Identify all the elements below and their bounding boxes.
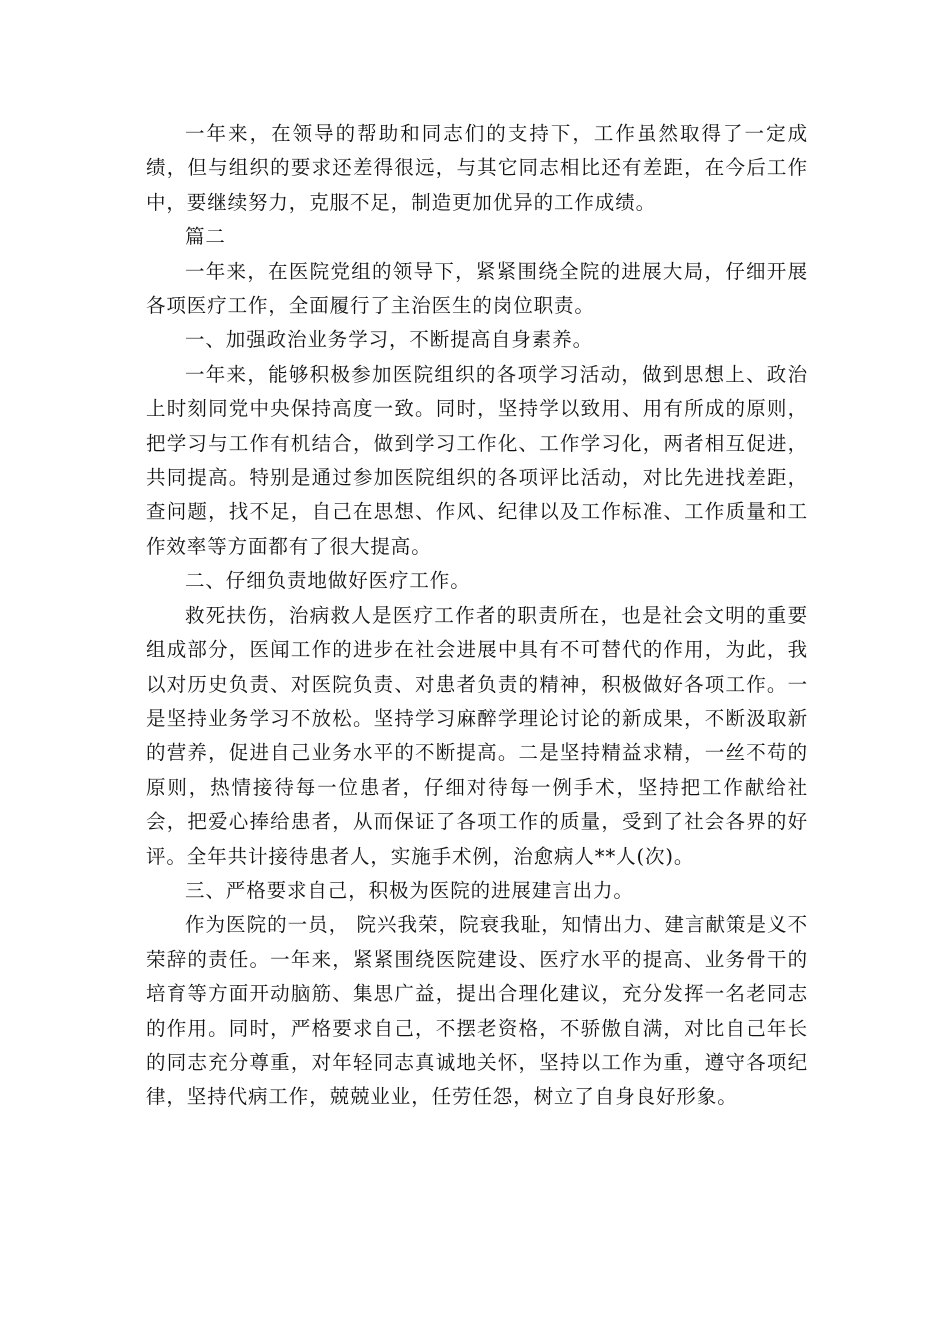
paragraph-medical-work: 救死扶伤，治病救人是医疗工作者的职责所在，也是社会文明的重要组成部分，医闻工作的进步在社会进展中具有不可替代的作用，为此，我以对历史负责、对医院负责、对患者负责的精神，积极做好各项工作。一是坚持业务学习不放松。坚持学习麻醉学理论讨论的新成果，不断汲取新的营养，促进自己业务水平的不断提高。二是坚持精益求精，一丝不苟的原则，热情接待每一位患者，仔细对待每一例手术，坚持把工作献给社会，把爱心捧给患者，从而保证了各项工作的质量，受到了社会各界的好评。全年共计接待患者人，实施手术例，治愈病人**人(次)。 [146,603,808,868]
paragraph-hospital-development: 作为医院的一员， 院兴我荣，院衰我耻，知情出力、建言献策是义不荣辞的责任。一年来，紧紧围绕医院建设、医疗水平的提高、业务骨干的培育等方面开动脑筋、集思广益，提出合理化建议，充分发挥一名老同志的作用。同时，严格要求自己，不摆老资格，不骄傲自满，对比自己年长的同志充分尊重，对年轻同志真诚地关怀，坚持以工作为重，遵守各项纪律，坚持代病工作，兢兢业业，任劳任怨，树立了自身良好形象。 [146,913,808,1109]
document-body [146,117,808,1115]
paragraph-political-study: 一年来，能够积极参加医院组织的各项学习活动，做到思想上、政治上时刻同党中央保持高度一致。同时，坚持学以致用、用有所成的原则，把学习与工作有机结合，做到学习工作化、工作学习化，两者相互促进，共同提高。特别是通过参加医院组织的各项评比活动，对比先进找差距，查问题，找不足，自己在思想、作风、纪律以及工作标准、工作质量和工作效率等方面都有了很大提高。 [146,362,808,558]
section-heading-part-two: 篇二 [185,225,226,249]
heading-medical-work: 二、仔细负责地做好医疗工作。 [185,569,471,593]
paragraph-intro: 一年来，在医院党组的领导下，紧紧围绕全院的进展大局，仔细开展各项医疗工作，全面履行了主治医生的岗位职责。 [146,259,808,318]
heading-political-study: 一、加强政治业务学习，不断提高自身素养。 [185,328,594,352]
heading-hospital-development: 三、严格要求自己，积极为医院的进展建言出力。 [185,878,634,902]
paragraph-summary: 一年来，在领导的帮助和同志们的支持下，工作虽然取得了一定成绩，但与组织的要求还差得很远，与其它同志相比还有差距，在今后工作中，要继续努力，克服不足，制造更加优异的工作成绩。 [146,122,808,214]
